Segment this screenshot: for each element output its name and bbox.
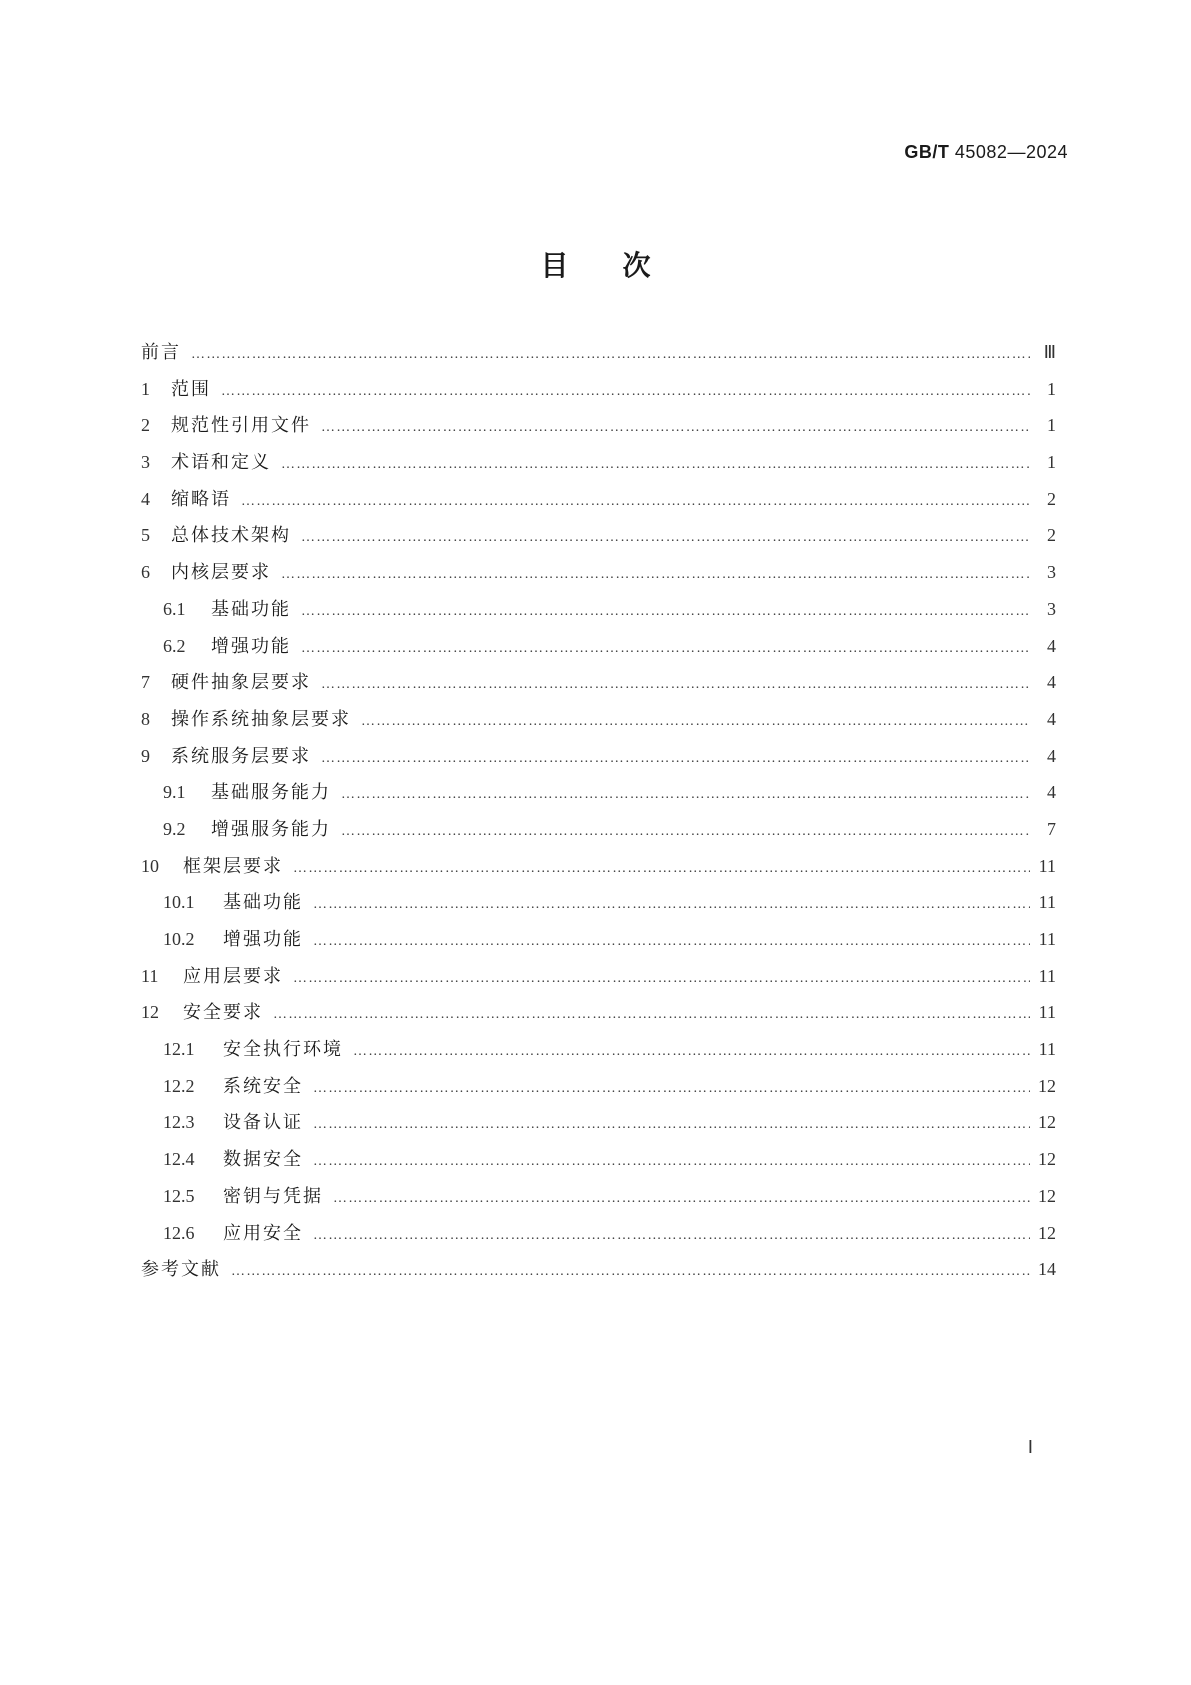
toc-entry-page: 2 [1047,525,1056,546]
toc-entry-title: 系统安全 [223,1075,303,1097]
toc-leader-dots [273,1003,1030,1027]
toc-leader-dots [281,453,1030,477]
toc-entry-title: 操作系统抽象层要求 [171,708,351,730]
toc-leader-dots [281,563,1030,587]
toc-leader-dots [231,1260,1030,1284]
toc-entry-page: 11 [1038,929,1056,949]
toc-entry[interactable] [141,670,1056,707]
toc-entry-number: 10.2 [163,929,195,949]
toc-entry-title: 基础功能 [223,892,303,914]
toc-entry-page: 11 [1038,1002,1056,1023]
toc-entry-title: 框架层要求 [183,855,283,877]
toc-entry-number: 5 [141,525,150,546]
toc-entry-title: 增强功能 [211,635,291,657]
toc-entry[interactable] [141,597,1056,634]
toc-entry-number: 6.1 [163,598,186,619]
toc-entry-page: 12 [1038,1149,1056,1170]
toc-entry-number: 4 [141,488,150,509]
toc-entry[interactable] [141,707,1056,744]
toc-entry-title: 安全执行环境 [223,1039,343,1061]
table-of-contents [141,340,1056,1294]
toc-entry[interactable] [141,1074,1056,1111]
toc-entry-title: 硬件抽象层要求 [171,672,311,694]
toc-leader-dots [241,490,1030,514]
toc-leader-dots [301,637,1030,661]
toc-entry-title: 术语和定义 [171,452,271,474]
toc-entry-number: 7 [141,672,150,693]
toc-entry-number: 10.1 [163,892,195,913]
toc-entry-page: 14 [1038,1259,1056,1280]
toc-entry-page: 3 [1047,598,1056,619]
toc-entry[interactable] [141,634,1056,671]
toc-entry-number: 12.4 [163,1149,195,1170]
toc-leader-dots [313,1224,1030,1248]
toc-entry-number: 12 [141,1002,159,1023]
toc-leader-dots [321,747,1030,771]
toc-leader-dots [333,1187,1030,1211]
toc-entry-title: 参考文献 [141,1259,221,1281]
toc-entry[interactable] [141,927,1056,964]
toc-leader-dots [191,343,1030,367]
toc-entry[interactable] [141,1037,1056,1074]
standard-code [904,142,1068,163]
toc-entry-page: 7 [1047,818,1056,839]
toc-entry-page: 4 [1047,745,1056,766]
toc-leader-dots [313,1077,1030,1101]
toc-leader-dots [341,820,1030,844]
toc-entry-title: 安全要求 [183,1002,263,1024]
toc-entry[interactable] [141,377,1056,414]
toc-leader-dots [313,1150,1030,1174]
toc-leader-dots [361,710,1030,734]
toc-entry[interactable] [141,744,1056,781]
toc-entry-number: 12.2 [163,1075,195,1096]
toc-entry-title: 数据安全 [223,1149,303,1171]
toc-leader-dots [313,930,1030,954]
toc-entry-page: 4 [1047,635,1056,656]
toc-entry-page: 12 [1038,1222,1056,1243]
toc-entry[interactable] [141,1184,1056,1221]
toc-entry[interactable] [141,964,1056,1001]
toc-entry-page: 12 [1038,1075,1056,1096]
toc-entry[interactable] [141,817,1056,854]
toc-entry[interactable] [141,1257,1056,1294]
toc-leader-dots [313,1113,1030,1137]
toc-leader-dots [341,783,1030,807]
toc-entry-title: 缩略语 [171,488,231,510]
toc-entry-page: 11 [1038,855,1056,876]
toc-entry-number: 12.6 [163,1222,195,1243]
toc-entry-number: 12.5 [163,1185,195,1206]
toc-entry[interactable] [141,523,1056,560]
toc-entry-page: 2 [1047,488,1056,509]
toc-entry-page: 12 [1038,1185,1056,1206]
toc-entry[interactable] [141,450,1056,487]
toc-entry-number: 1 [141,378,150,399]
page-number: Ⅰ [1027,1437,1033,1457]
toc-entry[interactable] [141,780,1056,817]
toc-leader-dots [353,1040,1030,1064]
toc-entry-title: 增强服务能力 [211,818,331,840]
toc-entry[interactable] [141,1110,1056,1147]
toc-entry-number: 10 [141,855,159,876]
toc-entry-number: 9 [141,745,150,766]
toc-entry-page: 1 [1047,378,1056,399]
toc-entry-page: 4 [1047,708,1056,729]
toc-entry-title: 应用层要求 [183,965,283,987]
toc-leader-dots [313,893,1030,917]
toc-entry-number: 2 [141,415,150,436]
toc-entry-title: 基础服务能力 [211,782,331,804]
toc-entry-title: 规范性引用文件 [171,415,311,437]
toc-entry-page: 3 [1047,562,1056,583]
toc-entry-number: 12.3 [163,1112,195,1133]
toc-entry-number: 6.2 [163,635,186,656]
toc-leader-dots [301,526,1030,550]
toc-entry-title: 系统服务层要求 [171,745,311,767]
toc-entry-title: 内核层要求 [171,562,271,584]
toc-entry-page: 11 [1038,965,1056,986]
toc-leader-dots [321,673,1030,697]
toc-entry-page: 4 [1047,782,1056,803]
toc-entry[interactable] [141,1147,1056,1184]
toc-entry-title: 设备认证 [223,1112,303,1134]
toc-entry-page: Ⅲ [1043,342,1056,362]
toc-entry-title: 应用安全 [223,1222,303,1244]
toc-entry[interactable] [141,560,1056,597]
toc-entry-number: 11 [141,965,159,986]
toc-entry[interactable] [141,340,1056,377]
standard-number: 45082—2024 [954,142,1068,162]
toc-entry-page: 4 [1047,672,1056,693]
toc-leader-dots [293,967,1030,991]
toc-entry-page: 11 [1038,1039,1056,1060]
toc-leader-dots [221,380,1030,404]
toc-entry-number: 9.2 [163,818,186,839]
toc-entry[interactable] [141,413,1056,450]
toc-entry[interactable] [141,854,1056,891]
toc-entry[interactable] [141,890,1056,927]
toc-entry[interactable] [141,1000,1056,1037]
page-title: 目次 [540,249,705,282]
standard-prefix: GB/T [904,142,950,162]
toc-entry-page: 1 [1047,415,1056,436]
toc-entry-number: 12.1 [163,1039,195,1060]
toc-entry-title: 前言 [141,342,181,363]
toc-entry-number: 6 [141,562,150,583]
toc-entry[interactable] [141,1221,1056,1258]
toc-entry-title: 范围 [171,378,211,400]
toc-entry-page: 1 [1047,452,1056,473]
toc-entry[interactable] [141,487,1056,524]
toc-leader-dots [321,416,1030,440]
toc-leader-dots [301,600,1030,624]
toc-entry-title: 总体技术架构 [171,525,291,547]
toc-entry-page: 12 [1038,1112,1056,1133]
toc-entry-number: 8 [141,708,150,729]
toc-entry-title: 增强功能 [223,929,303,950]
toc-entry-title: 密钥与凭据 [223,1185,323,1207]
toc-leader-dots [293,857,1030,881]
toc-entry-number: 3 [141,452,150,473]
toc-entry-page: 11 [1038,892,1056,913]
toc-entry-title: 基础功能 [211,598,291,620]
toc-entry-number: 9.1 [163,782,186,803]
